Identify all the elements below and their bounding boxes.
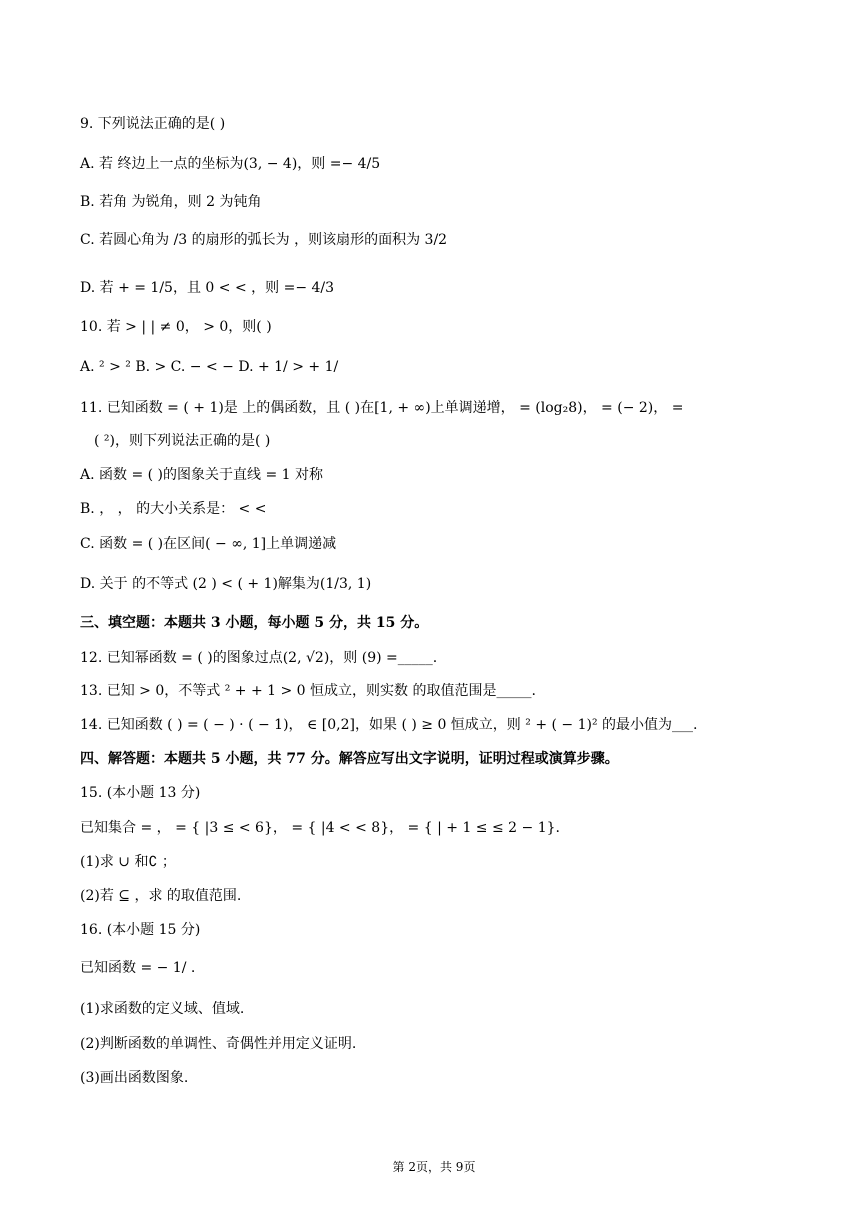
- question-14: 14. 已知函数 ( ) = ( − ) · ( − 1)， ∈ [0,2]，如果 ( ) ≥ 0 恒成立，则 ² + ( − 1)² 的最小值为___.: [80, 717, 698, 733]
- question-9-option-c: C. 若圆心角为 /3 的扇形的弧长为 ，则该扇形的面积为 3/2: [80, 232, 448, 248]
- question-11-option-a: A. 函数 = ( )的图象关于直线 = 1 对称: [80, 467, 324, 483]
- question-15-part-1: (1)求 ∪ 和∁ ；: [80, 854, 176, 870]
- question-11-option-c: C. 函数 = ( )在区间( − ∞, 1]上单调递减: [80, 536, 337, 552]
- question-15-header: 15. (本小题 13 分): [80, 785, 201, 801]
- question-13: 13. 已知 > 0，不等式 ² + + 1 > 0 恒成立，则实数 的取值范围是_____.: [80, 683, 536, 699]
- question-16-header: 16. (本小题 15 分): [80, 922, 201, 938]
- question-12: 12. 已知幂函数 = ( )的图象过点(2, √2)，则 (9) =_____.: [80, 650, 438, 666]
- question-11-stem-line-2: ( ²)，则下列说法正确的是( ): [94, 433, 271, 449]
- question-16-stem: 已知函数 = − 1/ .: [80, 960, 196, 976]
- question-16-part-1: (1)求函数的定义域、值域.: [80, 1001, 245, 1017]
- section-fill-in-heading: 三、填空题：本题共 3 小题，每小题 5 分，共 15 分。: [80, 615, 429, 631]
- question-16-part-3: (3)画出函数图象.: [80, 1070, 189, 1086]
- question-11-stem-line-1: 11. 已知函数 = ( + 1)是 上的偶函数，且 ( )在[1, + ∞)上单调递增， = (log₂8)， = (− 2)， =: [80, 400, 684, 416]
- question-11-option-b: B. ， ， 的大小关系是： < <: [80, 501, 267, 517]
- question-9-option-d: D. 若 + = 1/5，且 0 < < ，则 =− 4/3: [80, 280, 335, 296]
- page-footer: 第 2页，共 9页: [392, 1160, 476, 1174]
- question-9-option-b: B. 若角 为锐角，则 2 为钝角: [80, 194, 262, 210]
- question-10-stem: 10. 若 > | | ≠ 0， > 0，则( ): [80, 319, 272, 335]
- question-9-option-a: A. 若 终边上一点的坐标为(3, − 4)，则 =− 4/5: [80, 156, 381, 172]
- question-11-option-d: D. 关于 的不等式 (2 ) < ( + 1)解集为(1/3, 1): [80, 576, 372, 592]
- question-9-stem: 9. 下列说法正确的是( ): [80, 116, 226, 132]
- question-15-stem: 已知集合 = ， = { |3 ≤ < 6}， = { |4 < < 8}， = { | + 1 ≤ ≤ 2 − 1}.: [80, 820, 560, 836]
- question-15-part-2: (2)若 ⊆ ，求 的取值范围.: [80, 888, 242, 904]
- section-answer-heading: 四、解答题：本题共 5 小题，共 77 分。解答应写出文字说明，证明过程或演算步骤。: [80, 751, 619, 767]
- question-16-part-2: (2)判断函数的单调性、奇偶性并用定义证明.: [80, 1036, 357, 1052]
- question-10-options: A. ² > ² B. > C. − < − D. + 1/ > + 1/: [80, 359, 339, 375]
